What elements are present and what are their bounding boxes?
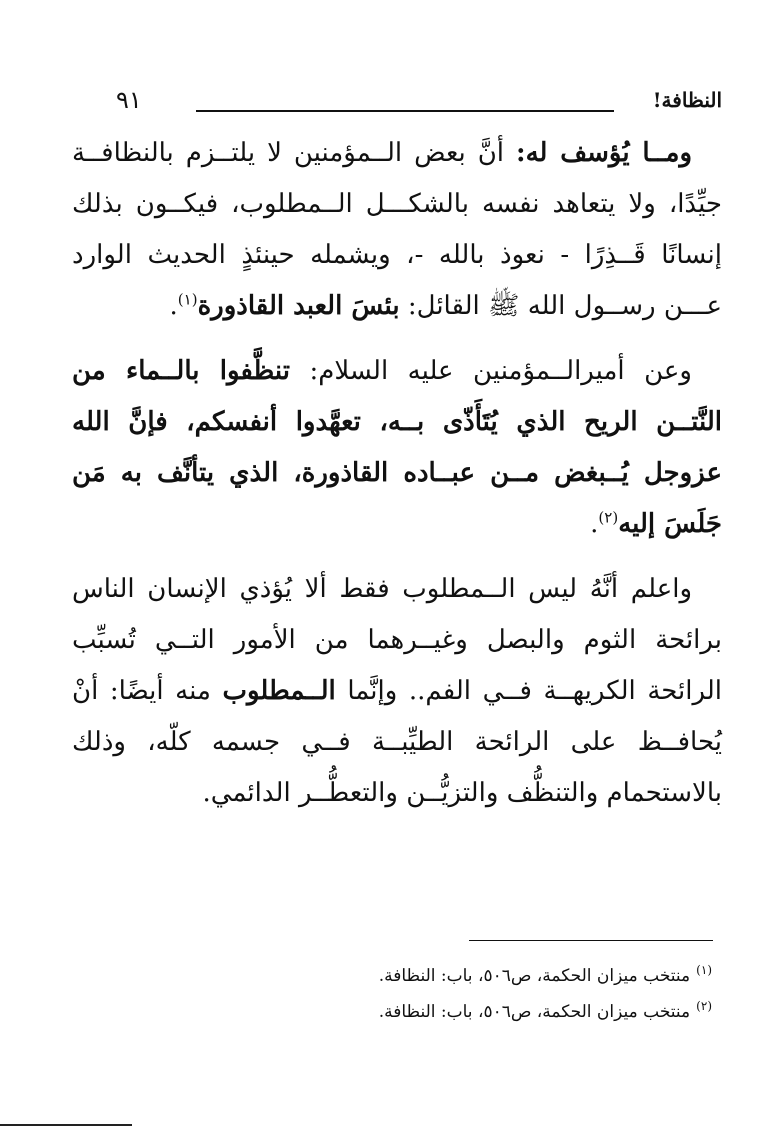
paragraph-1-text: أنَّ بعض الــمؤمنين لا يلتــزم بالنظافــة جيِّدًا، ولا يتعاهد نفسه بالشكـــل الــمطلوب، فيكــون بذلك إنسانًا قَــذِرًا - نعوذ بالله -، ويشمله حينئذٍ الحديث الوارد عـــن رســول الله ﷺ القائل: xyxy=(72,138,722,321)
hadith-quote-1: بئسَ العبد القاذورة xyxy=(197,291,400,321)
header-rule xyxy=(196,110,614,112)
running-title: النظافة! xyxy=(652,88,722,112)
main-text xyxy=(72,128,722,833)
footnote-ref-1: (١) xyxy=(177,290,198,309)
footnote-separator xyxy=(469,940,713,941)
hadith-quote-2: تنظَّفوا بالــماء من النَّتــن الريح الذي يُتَأَذّى بــه، تعهَّدوا أنفسكم، فإنَّ الله عزوجل يُــبغض مــن عبــاده القاذورة، الذي يتأنَّف به مَن جَلَسَ إليه xyxy=(72,356,722,539)
footnote-text: منتخب ميزان الحكمة، ص٥٠٦، باب: النظافة. xyxy=(378,1002,691,1022)
paragraph-2 xyxy=(72,346,722,550)
paragraph-1 xyxy=(72,128,722,332)
footnote-2 xyxy=(280,994,712,1030)
footnotes xyxy=(280,958,712,1030)
footnote-number: (١) xyxy=(696,963,712,978)
footnote-number: (٢) xyxy=(696,999,712,1014)
paragraph-3-text-2: منه أيضًا: أنْ يُحافــظ على الرائحة الطيِّبــة فــي جسمه كلّه، وذلك بالاستحمام والتنظُّف والتزيُّــن والتعطُّــر الدائمي. xyxy=(72,676,722,808)
page-header xyxy=(108,86,722,120)
paragraph-3-bold: الــمطلوب xyxy=(222,676,336,706)
page-number: ٩١ xyxy=(116,86,142,114)
paragraph-1-lead: ومــا يُؤسف له: xyxy=(516,138,692,168)
paragraph-2-end: . xyxy=(590,509,599,539)
paragraph-2-lead: وعن أميرالــمؤمنين عليه السلام: xyxy=(289,356,692,386)
paragraph-3-text-1: واعلم أنَّهُ ليس الــمطلوب فقط ألا يُؤذي الإنسان الناس برائحة الثوم والبصل وغيــرهما من الأمور التــي تُسبِّب الرائحة الكريهــة فــي الفم.. وإنَّما xyxy=(72,574,722,706)
paragraph-1-end: . xyxy=(169,291,178,321)
footnote-ref-2: (٢) xyxy=(598,508,619,527)
footnote-1 xyxy=(280,958,712,994)
footnote-text: منتخب ميزان الحكمة، ص٥٠٦، باب: النظافة. xyxy=(378,966,691,986)
paragraph-3 xyxy=(72,564,722,819)
